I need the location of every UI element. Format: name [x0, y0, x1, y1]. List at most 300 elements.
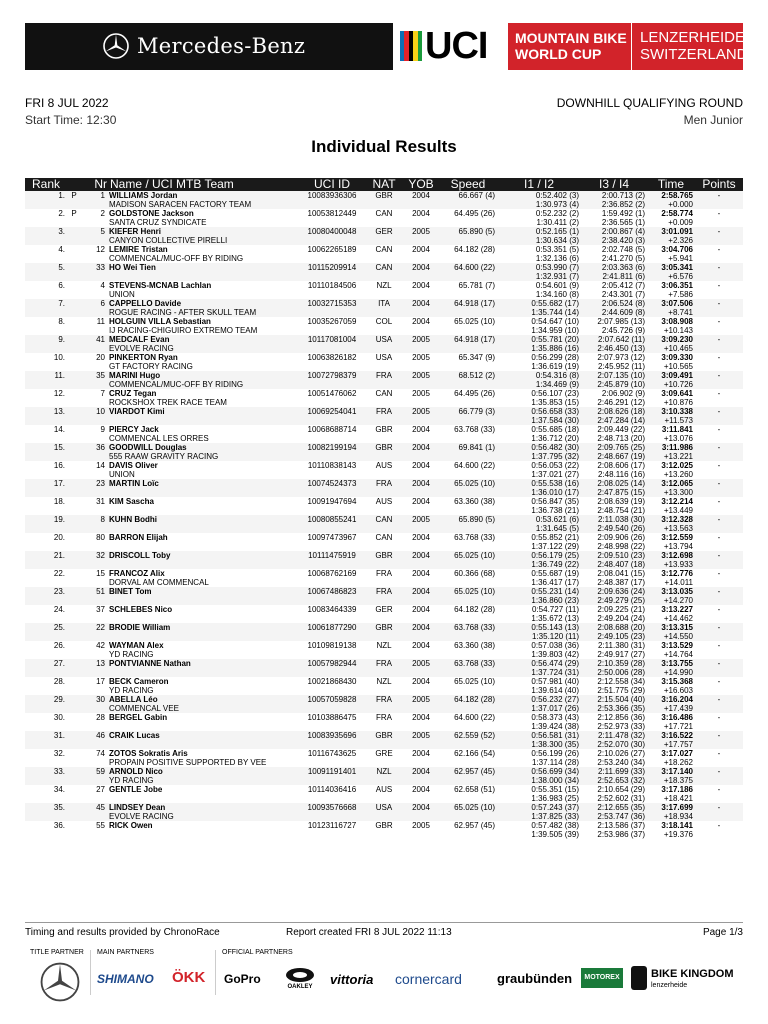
cell-nr: 45	[81, 803, 107, 812]
cell-uci: 10061877290	[299, 623, 365, 632]
cell-pts: -	[717, 353, 721, 362]
cell-nat: FRA	[376, 569, 392, 578]
cell-rank: 8.	[58, 317, 65, 326]
cell-uci: 10051476062	[307, 389, 357, 398]
cell-uci: 10082199194	[299, 443, 365, 452]
result-row-line2	[25, 254, 743, 263]
cell-i3: 2:06.902 (9)	[601, 389, 645, 398]
cell-team	[107, 740, 299, 749]
cell-pts: -	[717, 713, 721, 722]
cell-yob: 2004	[412, 641, 430, 650]
cell-time: 3:09.230	[647, 335, 695, 344]
cell-name: SCHLEBES Nico	[109, 605, 173, 614]
cell-i3: 2:15.504 (40)	[581, 695, 647, 704]
cell-uci: 10111475919	[299, 551, 365, 560]
cell-time: 3:13.035	[647, 587, 695, 596]
gopro-logo: GoPro	[224, 972, 261, 986]
result-row-line2	[25, 218, 743, 227]
cell-rank: 18.	[53, 497, 65, 506]
result-row-line2	[25, 272, 743, 281]
cell-yob: 2004	[412, 317, 430, 326]
cell-q	[67, 479, 81, 488]
cell-speed: 66.779 (3)	[439, 407, 497, 416]
sponsor-name: Mercedes-Benz	[137, 34, 306, 58]
mercedes-star-icon	[103, 33, 129, 59]
cell-time: 3:16.522	[647, 731, 695, 740]
cell-name: GOLDSTONE Jackson	[109, 209, 194, 218]
cell-speed: 62.957 (45)	[454, 821, 495, 830]
results-body	[25, 191, 743, 839]
cell-time: 3:12.559	[661, 533, 693, 542]
col-nat: NAT	[365, 178, 403, 191]
cell-i2: 1:34.959 (10)	[531, 326, 579, 335]
result-row	[25, 803, 743, 812]
cell-time: 3:04.706	[661, 245, 693, 254]
cell-i2: 1:35.744 (14)	[497, 308, 581, 317]
cell-q	[67, 569, 81, 578]
cell-i1: 0:54.601 (9)	[535, 281, 579, 290]
col-uci-id: UCI ID	[299, 178, 365, 191]
cell-nat: NZL	[365, 767, 403, 776]
cell-i4: 2:51.775 (29)	[597, 686, 645, 695]
cell-pts: -	[695, 443, 743, 452]
uci-logo: UCI	[425, 25, 488, 67]
cell-nr: 80	[96, 533, 105, 542]
cell-i4: 2:50.006 (28)	[581, 668, 647, 677]
cell-q	[67, 245, 81, 254]
cell-speed: 64.182 (28)	[454, 605, 495, 614]
cell-q	[67, 317, 81, 326]
cell-i1: 0:56.232 (27)	[497, 695, 581, 704]
cell-i4: 2:52.070 (30)	[581, 740, 647, 749]
cell-nat: FRA	[365, 659, 403, 668]
cell-i1: 0:56.107 (23)	[531, 389, 579, 398]
cell-nr: 32	[81, 551, 107, 560]
cell-team	[107, 596, 299, 605]
cell-nr: 9	[100, 425, 105, 434]
cell-i1: 0:55.685 (18)	[531, 425, 579, 434]
cell-i3: 2:11.380 (31)	[598, 641, 645, 650]
result-row	[25, 191, 743, 200]
cell-yob: 2004	[412, 461, 430, 470]
cell-rank: 16.	[53, 461, 65, 470]
cell-i1: 0:54.647 (10)	[531, 317, 579, 326]
cell-name: ZOTOS Sokratis Aris	[109, 749, 188, 758]
cell-rank: 24.	[53, 605, 65, 614]
bike-kingdom-sub: lenzerheide	[651, 982, 688, 989]
col-nr: Nr	[81, 178, 107, 191]
cell-yob: 2004	[403, 191, 439, 200]
cell-rank: 32.	[53, 749, 65, 758]
cell-i1: 0:55.143 (13)	[497, 623, 581, 632]
cell-nr: 42	[96, 641, 105, 650]
cell-team: DORVAL AM COMMENCAL	[109, 578, 209, 587]
cell-pts: -	[717, 245, 721, 254]
okk-logo: ÖKK	[172, 969, 206, 986]
cell-pts: -	[717, 317, 721, 326]
cell-q	[67, 767, 81, 776]
result-row-line2	[25, 686, 743, 695]
cell-rank: 22.	[53, 569, 65, 578]
cell-yob: 2004	[412, 713, 430, 722]
cell-rank: 5.	[25, 263, 67, 272]
cell-speed: 64.182 (28)	[439, 695, 497, 704]
cell-nat: AUS	[375, 497, 393, 506]
cell-speed: 65.025 (10)	[454, 677, 495, 686]
cell-i4: 2:52.602 (31)	[597, 794, 645, 803]
title-partner-label: TITLE PARTNER	[30, 949, 84, 956]
graubunden-logo: graubünden	[497, 971, 573, 986]
cell-rank: 7.	[25, 299, 67, 308]
cell-i4: 2:38.420 (3)	[581, 236, 647, 245]
cell-name: BECK Cameron	[109, 677, 169, 686]
result-row	[25, 659, 743, 668]
cell-i4: 2:52.973 (33)	[597, 722, 645, 731]
cell-uci: 10063826182	[307, 353, 357, 362]
cell-i4: 2:49.540 (26)	[581, 524, 647, 533]
result-row-line2	[25, 434, 743, 443]
cell-i1: 0:57.038 (36)	[531, 641, 579, 650]
cell-pts: -	[695, 695, 743, 704]
cell-team: MADISON SARACEN FACTORY TEAM	[107, 200, 299, 209]
bike-kingdom-logo: BIKE KINGDOM	[651, 968, 734, 980]
cell-uci: 10123116727	[307, 821, 357, 830]
cell-i3: 2:10.654 (29)	[597, 785, 645, 794]
result-row-line2	[25, 344, 743, 353]
result-row-line2	[25, 506, 743, 515]
cell-yob: 2004	[403, 479, 439, 488]
cell-q	[67, 443, 81, 452]
cell-rank: 30.	[53, 713, 65, 722]
table-header-row	[25, 178, 743, 191]
cornercard-logo: cornercard	[395, 971, 462, 987]
cell-speed: 62.559 (52)	[439, 731, 497, 740]
cell-uci: 10032715353	[299, 299, 365, 308]
cell-speed: 65.347 (9)	[458, 353, 495, 362]
cell-pts: -	[695, 623, 743, 632]
cell-nat: GBR	[375, 821, 393, 830]
cell-name: ABELLA Léo	[107, 695, 299, 704]
cell-name: PIERCY Jack	[109, 425, 159, 434]
cell-time: 3:11.986	[647, 443, 695, 452]
cell-gap: +17.757	[647, 740, 695, 749]
result-row	[25, 515, 743, 524]
cell-uci: 10116743625	[307, 749, 357, 758]
cell-q	[67, 605, 81, 614]
cell-pts: -	[695, 515, 743, 524]
cell-i4: 2:47.875 (15)	[581, 488, 647, 497]
cell-q	[67, 749, 81, 758]
cell-i3: 2:08.626 (18)	[581, 407, 647, 416]
cell-i2: 1:39.505 (39)	[531, 830, 579, 839]
result-row	[25, 389, 743, 398]
venue-label: LENZERHEIDE SWITZERLAND	[631, 23, 743, 70]
cell-time: 3:17.027	[661, 749, 693, 758]
cell-q	[67, 551, 81, 560]
cell-q	[67, 263, 81, 272]
cell-gap: +10.143	[663, 326, 693, 335]
cell-rank: 4.	[58, 245, 65, 254]
cell-team	[107, 524, 299, 533]
cell-i2: 1:38.300 (35)	[497, 740, 581, 749]
cell-gap: +18.421	[663, 794, 693, 803]
cell-pts: -	[695, 263, 743, 272]
cell-speed: 64.918 (17)	[439, 299, 497, 308]
cell-i2: 1:36.860 (23)	[497, 596, 581, 605]
cell-speed: 65.025 (10)	[454, 317, 495, 326]
cell-time: 3:09.641	[661, 389, 693, 398]
cell-uci: 10053812449	[307, 209, 357, 218]
cell-pts: -	[695, 335, 743, 344]
cell-q	[67, 659, 81, 668]
cell-time: 3:07.506	[647, 299, 695, 308]
mercedes-star-icon	[40, 962, 80, 1002]
cell-rank: 36.	[53, 821, 65, 830]
cell-rank: 29.	[25, 695, 67, 704]
cell-team: UNION	[109, 290, 135, 299]
cell-i3: 2:08.041 (15)	[597, 569, 645, 578]
cell-uci: 10083936306	[299, 191, 365, 200]
cell-yob: 2005	[412, 821, 430, 830]
result-row	[25, 731, 743, 740]
cell-nat: CAN	[375, 533, 393, 542]
result-row-line2	[25, 632, 743, 641]
cell-team: 555 RAAW GRAVITY RACING	[107, 452, 299, 461]
cell-nr: 17	[96, 677, 105, 686]
cell-uci: 10035267059	[307, 317, 357, 326]
cell-speed: 64.918 (17)	[439, 335, 497, 344]
cell-i3: 2:05.412 (7)	[601, 281, 645, 290]
cell-yob: 2004	[403, 299, 439, 308]
cell-nat: GBR	[365, 443, 403, 452]
cell-i1: 0:55.231 (14)	[497, 587, 581, 596]
cell-i2: 1:37.021 (27)	[531, 470, 579, 479]
cell-nat: GBR	[365, 551, 403, 560]
cell-i2: 1:36.619 (19)	[531, 362, 579, 371]
cell-i4: 2:49.105 (23)	[581, 632, 647, 641]
cell-i3: 2:12.655 (35)	[581, 803, 647, 812]
result-row-line2	[25, 200, 743, 209]
result-row-line2	[25, 524, 743, 533]
cell-pts: -	[717, 785, 721, 794]
cell-uci: 10068762169	[307, 569, 357, 578]
cell-pts: -	[695, 191, 743, 200]
cell-gap: +13.260	[663, 470, 693, 479]
cell-i1: 0:52.232 (2)	[535, 209, 579, 218]
cell-i1: 0:53.351 (5)	[535, 245, 579, 254]
cell-nat: NZL	[376, 281, 392, 290]
cell-q	[67, 389, 81, 398]
result-row-line2	[25, 290, 743, 299]
cell-speed: 60.366 (68)	[454, 569, 495, 578]
cell-name: BARRON Elijah	[109, 533, 168, 542]
cell-yob: 2004	[412, 533, 430, 542]
result-row-line2	[25, 704, 743, 713]
col-time: Time	[647, 178, 695, 191]
result-row-line2	[25, 650, 743, 659]
result-row-line2	[25, 560, 743, 569]
cell-nat: GER	[365, 227, 403, 236]
cell-speed: 64.495 (26)	[454, 209, 495, 218]
cell-uci: 10114036416	[307, 785, 357, 794]
cell-team: ROGUE RACING - AFTER SKULL TEAM	[107, 308, 299, 317]
cell-time: 3:18.141	[661, 821, 693, 830]
cell-nr: 59	[81, 767, 107, 776]
cell-uci: 10117081004	[299, 335, 365, 344]
cell-nr: 6	[81, 299, 107, 308]
timing-credit: Timing and results provided by ChronoRace	[25, 927, 220, 938]
cell-yob: 2005	[403, 335, 439, 344]
cell-rank: 10.	[53, 353, 65, 362]
cell-yob: 2004	[403, 803, 439, 812]
col-speed: Speed	[439, 178, 497, 191]
cell-nat: CAN	[375, 389, 393, 398]
cell-speed: 64.495 (26)	[454, 389, 495, 398]
result-row	[25, 677, 743, 686]
cell-team: GT FACTORY RACING	[109, 362, 193, 371]
cell-pts: -	[695, 479, 743, 488]
cell-i2: 1:35.120 (11)	[497, 632, 581, 641]
cell-i2: 1:30.973 (4)	[497, 200, 581, 209]
result-row-line2	[25, 398, 743, 407]
result-row	[25, 245, 743, 254]
cell-speed: 63.768 (33)	[454, 425, 495, 434]
cell-nr: 33	[81, 263, 107, 272]
col-rank: Rank	[25, 178, 67, 191]
cell-team	[107, 632, 299, 641]
cell-speed: 65.890 (5)	[439, 227, 497, 236]
cell-nat: NZL	[376, 641, 392, 650]
cell-i4: 2:46.291 (12)	[597, 398, 645, 407]
category: Men Junior	[683, 113, 743, 127]
cell-i3: 2:07.135 (10)	[581, 371, 647, 380]
cell-rank: 1.	[25, 191, 67, 200]
cell-yob: 2005	[403, 371, 439, 380]
cell-yob: 2004	[403, 767, 439, 776]
result-row-line2	[25, 758, 743, 767]
cell-nr: 13	[81, 659, 107, 668]
cell-i2: 1:32.931 (7)	[497, 272, 581, 281]
cell-nr: 14	[96, 461, 105, 470]
cell-name: MEDCALF Evan	[107, 335, 299, 344]
cell-i3: 2:07.642 (11)	[581, 335, 647, 344]
cell-speed: 65.890 (5)	[439, 515, 497, 524]
cell-i3: 2:07.985 (13)	[597, 317, 645, 326]
cell-nr: 37	[96, 605, 105, 614]
result-row-line2	[25, 326, 743, 335]
cell-name: BRODIE William	[107, 623, 299, 632]
cell-team: COMMENCAL/MUC-OFF BY RIDING	[109, 254, 244, 263]
cell-speed: 62.957 (45)	[439, 767, 497, 776]
result-row	[25, 263, 743, 272]
cell-gap: +8.741	[647, 308, 695, 317]
cell-i3: 2:09.636 (24)	[581, 587, 647, 596]
result-row	[25, 317, 743, 326]
cell-yob: 2005	[403, 515, 439, 524]
cell-time: 3:05.341	[647, 263, 695, 272]
cell-nat: GBR	[365, 191, 403, 200]
cell-i2: 1:30.411 (2)	[536, 218, 579, 227]
cell-gap: +14.270	[647, 596, 695, 605]
cell-uci: 10057982944	[299, 659, 365, 668]
cell-team: COMMENCAL LES ORRES	[109, 434, 209, 443]
cell-time: 3:13.529	[661, 641, 693, 650]
cell-i4: 2:53.986 (37)	[597, 830, 645, 839]
footer-divider	[25, 922, 743, 923]
page-title: Individual Results	[311, 137, 457, 156]
cell-time: 3:16.204	[647, 695, 695, 704]
cell-yob: 2004	[412, 569, 430, 578]
cell-i3: 2:11.478 (32)	[581, 731, 647, 740]
cell-i4: 2:45.879 (10)	[581, 380, 647, 389]
cell-i3: 2:00.713 (2)	[581, 191, 647, 200]
cell-pts: -	[717, 281, 721, 290]
cell-name: WAYMAN Alex	[109, 641, 164, 650]
cell-q: P	[67, 191, 81, 200]
cell-pts: -	[695, 659, 743, 668]
cell-speed: 65.025 (10)	[439, 803, 497, 812]
cell-uci: 10080855241	[299, 515, 365, 524]
result-row	[25, 407, 743, 416]
cell-i4: 2:47.284 (14)	[581, 416, 647, 425]
cell-name: KIM Sascha	[109, 497, 154, 506]
cell-rank: 34.	[53, 785, 65, 794]
cell-i2: 1:36.983 (25)	[531, 794, 579, 803]
oakley-logo: OAKLEY	[287, 984, 313, 990]
motorex-logo: MOTOREX	[581, 968, 623, 988]
cell-nat: CAN	[375, 245, 393, 254]
cell-name: CRUZ Tegan	[109, 389, 157, 398]
cell-name: DRISCOLL Toby	[107, 551, 299, 560]
cell-name: DAVIS Oliver	[109, 461, 158, 470]
cell-yob: 2005	[412, 389, 430, 398]
cell-i4: 2:48.754 (21)	[597, 506, 645, 515]
result-row-line2	[25, 236, 743, 245]
cell-time: 3:12.328	[647, 515, 695, 524]
cell-i4: 2:48.387 (17)	[597, 578, 645, 587]
cell-gap: +14.764	[663, 650, 693, 659]
cell-team	[107, 542, 299, 551]
cell-gap: +11.573	[647, 416, 695, 425]
result-row-line2	[25, 614, 743, 623]
cell-i1: 0:56.699 (34)	[497, 767, 581, 776]
cell-nat: AUS	[375, 785, 393, 794]
cell-rank: 2.	[58, 209, 65, 218]
result-row	[25, 641, 743, 650]
cell-rank: 33.	[25, 767, 67, 776]
cell-nat: GBR	[365, 623, 403, 632]
cell-i3: 2:09.225 (21)	[597, 605, 645, 614]
cell-rank: 27.	[25, 659, 67, 668]
cell-i3: 2:10.026 (27)	[597, 749, 645, 758]
cell-speed: 63.768 (33)	[439, 659, 497, 668]
cell-q	[67, 353, 81, 362]
cell-q	[67, 677, 81, 686]
cell-q: P	[71, 209, 77, 218]
cell-rank: 9.	[25, 335, 67, 344]
cell-nr: 46	[81, 731, 107, 740]
cell-yob: 2004	[412, 245, 430, 254]
cell-name: BINET Tom	[107, 587, 299, 596]
cell-time: 3:13.227	[661, 605, 693, 614]
cell-gap: +17.439	[647, 704, 695, 713]
cell-rank: 17.	[25, 479, 67, 488]
result-row-line2	[25, 722, 743, 731]
cell-i1: 0:55.852 (21)	[531, 533, 579, 542]
cell-uci: 10115209914	[299, 263, 365, 272]
cell-uci: 10110838143	[307, 461, 357, 470]
cell-i1: 0:56.299 (28)	[531, 353, 579, 362]
